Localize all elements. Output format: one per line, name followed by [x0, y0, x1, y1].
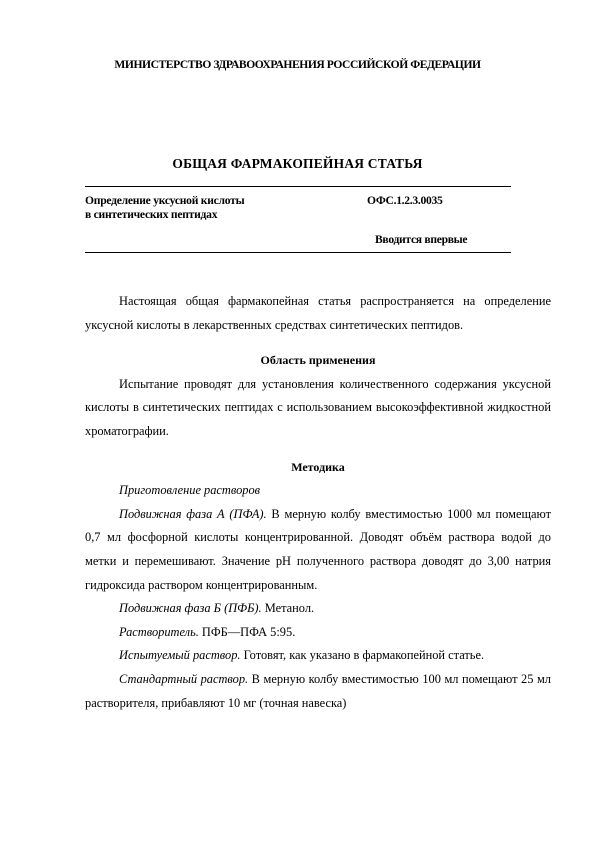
solvent-text: ПФБ—ПФА 5:95.	[198, 624, 296, 639]
header-top-rule	[85, 186, 511, 187]
ministry-header: МИНИСТЕРСТВО ЗДРАВООХРАНЕНИЯ РОССИЙСКОЙ ФЕДЕРАЦИИ	[114, 58, 481, 71]
standard-solution-paragraph	[85, 668, 551, 715]
test-solution-label: Испытуемый раствор.	[119, 648, 241, 663]
scope-paragraph: Испытание проводят для установления количественного содержания уксусной кислоты в синтетических пептидах с использованием высокоэффективной жидкостной хроматографии.	[85, 376, 551, 438]
mobile-phase-a-text: В мерную колбу вместимостью 1000 мл помещают 0,7 мл фосфорной кислоты концентрированной. Доводят объём раствора водой до метки и перемешивают. Значение pH полученного раствора доводят до 3,00 натрия гидроксида раствором концентрированным.	[85, 506, 552, 592]
intro-paragraph: Настоящая общая фармакопейная статья распространяется на определение уксусной кислоты в лекарственных средствах синтетических пептидов.	[85, 294, 551, 332]
article-code: ОФС.1.2.3.0035	[367, 194, 443, 207]
test-solution-paragraph	[85, 644, 551, 668]
introduction-note: Вводится впервые	[375, 233, 468, 246]
solvent-paragraph	[85, 621, 551, 645]
test-solution-text: Готовят, как указано в фармакопейной статье.	[240, 648, 485, 663]
standard-solution-text: В мерную колбу вместимостью 100 мл помещают 25 мл растворителя, прибавляют 10 мг (точная навеска)	[85, 671, 551, 710]
article-title-line-1: Определение уксусной кислоты	[85, 194, 245, 207]
standard-solution-label: Стандартный раствор.	[119, 671, 249, 686]
header-bottom-rule	[85, 252, 511, 253]
article-title	[85, 194, 345, 222]
scope-heading: Область применения	[260, 353, 376, 368]
method-heading: Методика	[291, 459, 345, 474]
mobile-phase-a-label: Подвижная фаза А (ПФА).	[119, 506, 267, 521]
article-title-line-2: в синтетических пептидах	[85, 208, 218, 221]
mobile-phase-b-paragraph	[85, 597, 551, 621]
solutions-subheading: Приготовление растворов	[119, 483, 261, 498]
mobile-phase-a-paragraph	[85, 503, 551, 597]
mobile-phase-b-text: Метанол.	[261, 601, 315, 616]
solvent-label: Растворитель.	[119, 624, 199, 639]
article-body	[85, 290, 551, 715]
document-type-title: ОБЩАЯ ФАРМАКОПЕЙНАЯ СТАТЬЯ	[172, 156, 423, 171]
mobile-phase-b-label: Подвижная фаза Б (ПФБ).	[119, 601, 262, 616]
